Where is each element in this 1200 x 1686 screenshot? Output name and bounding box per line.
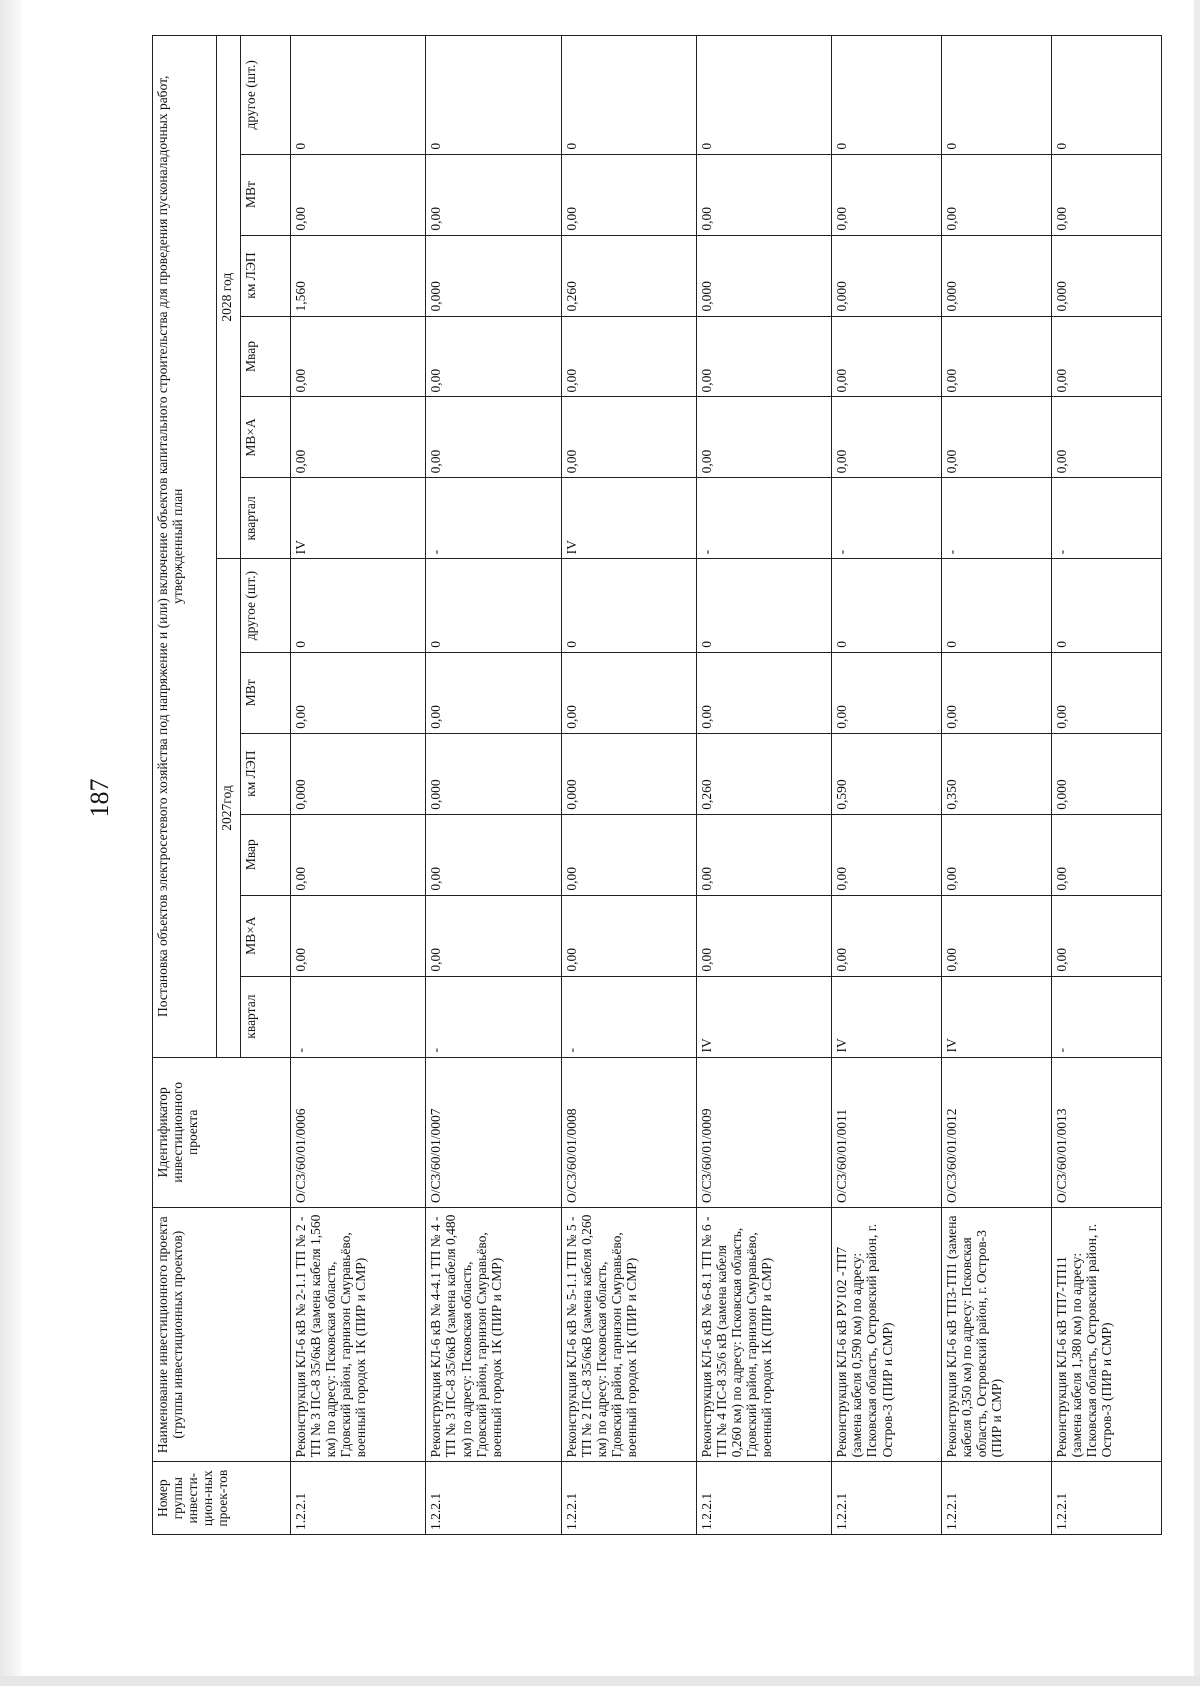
row-2027-mvar: 0,00	[291, 814, 426, 895]
header-sub-mw-2027: МВт	[241, 652, 291, 733]
table-row	[291, 36, 426, 1535]
header-year-2028: 2028 год	[217, 36, 241, 559]
row-2027-km: 0,000	[426, 733, 561, 814]
row-project-id: О/С3/60/01/0009	[696, 1057, 831, 1208]
row-2028-other: 0	[1052, 36, 1162, 155]
row-project-name: Реконструкция КЛ-6 кВ ТП3-ТП1 (замена кабеля 0,350 км) по адресу: Псковская область, Островский район, г. Остров-3 (ПИР и СМР)	[942, 1208, 1052, 1462]
row-2028-mvar: 0,00	[291, 316, 426, 397]
row-2028-quarter: IV	[561, 478, 696, 559]
row-2028-mvar: 0,00	[1052, 316, 1162, 397]
row-2028-km: 0,000	[1052, 235, 1162, 316]
row-2028-mva: 0,00	[942, 397, 1052, 478]
row-2027-km: 0,350	[942, 733, 1052, 814]
table-row	[942, 36, 1052, 1535]
row-2027-km: 0,590	[832, 733, 942, 814]
table-row	[696, 36, 831, 1535]
header-sub-other-2027: другое (шт.)	[241, 559, 291, 652]
row-2027-mw: 0,00	[832, 652, 942, 733]
row-2027-other: 0	[696, 559, 831, 652]
row-2028-other: 0	[291, 36, 426, 155]
row-2028-quarter: -	[942, 478, 1052, 559]
row-2028-quarter: -	[426, 478, 561, 559]
row-2027-mw: 0,00	[696, 652, 831, 733]
row-2027-km: 0,260	[696, 733, 831, 814]
row-2028-mw: 0,00	[832, 154, 942, 235]
header-main-title: Постановка объектов электросетевого хозяйства под напряжение и (или) включение объектов капитального строительства для проведения пусконаладочных работ, утвержденный план	[153, 36, 217, 1058]
header-project-name: Наименование инвестиционного проекта (группы инвестиционных проектов)	[153, 1208, 291, 1462]
header-sub-mvar-2027: Мвар	[241, 814, 291, 895]
row-2028-other: 0	[696, 36, 831, 155]
row-2027-mva: 0,00	[426, 895, 561, 976]
row-2027-mw: 0,00	[426, 652, 561, 733]
row-2027-other: 0	[426, 559, 561, 652]
row-2027-mvar: 0,00	[426, 814, 561, 895]
row-2027-mva: 0,00	[291, 895, 426, 976]
header-group-number: Номер группы инвести-цион-ных проек-тов	[153, 1462, 291, 1535]
row-2027-mvar: 0,00	[696, 814, 831, 895]
row-2028-mvar: 0,00	[426, 316, 561, 397]
page-number: 187	[85, 778, 114, 818]
row-2028-mw: 0,00	[1052, 154, 1162, 235]
row-2028-mw: 0,00	[942, 154, 1052, 235]
table-row	[1052, 36, 1162, 1535]
row-2028-other: 0	[832, 36, 942, 155]
table-row	[832, 36, 942, 1535]
rotated-table-wrapper	[152, 35, 1162, 1535]
row-project-name: Реконструкция КЛ-6 кВ № 4-4.1 ТП № 4 - ТП № 3 ПС-8 35/6кВ (замена кабеля 0,480 км) по адресу: Псковская область, Гдовский район, гарнизон Смуравьёво, военный городок 1К (ПИР и СМР)	[426, 1208, 561, 1462]
row-group-number: 1.2.2.1	[942, 1462, 1052, 1535]
row-2027-other: 0	[942, 559, 1052, 652]
row-2027-quarter: IV	[832, 976, 942, 1057]
table-row	[561, 36, 696, 1535]
row-2028-quarter: -	[1052, 478, 1162, 559]
row-2028-km: 1,560	[291, 235, 426, 316]
row-2027-mw: 0,00	[942, 652, 1052, 733]
row-project-id: О/С3/60/01/0011	[832, 1057, 942, 1208]
header-sub-mvar-2028: Мвар	[241, 316, 291, 397]
row-2028-km: 0,260	[561, 235, 696, 316]
row-2028-mw: 0,00	[426, 154, 561, 235]
investment-table	[152, 35, 1162, 1535]
row-2028-mw: 0,00	[561, 154, 696, 235]
row-2027-km: 0,000	[561, 733, 696, 814]
row-2027-quarter: IV	[942, 976, 1052, 1057]
row-2028-quarter: -	[832, 478, 942, 559]
row-2027-quarter: -	[1052, 976, 1162, 1057]
header-sub-km-2028: км ЛЭП	[241, 235, 291, 316]
row-2028-mvar: 0,00	[696, 316, 831, 397]
row-2028-mvar: 0,00	[942, 316, 1052, 397]
row-2027-mvar: 0,00	[942, 814, 1052, 895]
row-project-name: Реконструкция КЛ-6 кВ ТП7-ТП11 (замена кабеля 1,380 км) по адресу: Псковская область, Островский район, г. Остров-3 (ПИР и СМР)	[1052, 1208, 1162, 1462]
row-2028-mva: 0,00	[1052, 397, 1162, 478]
row-2028-mva: 0,00	[291, 397, 426, 478]
row-2027-quarter: -	[426, 976, 561, 1057]
row-group-number: 1.2.2.1	[291, 1462, 426, 1535]
row-2028-mvar: 0,00	[832, 316, 942, 397]
row-2028-other: 0	[426, 36, 561, 155]
row-2028-mw: 0,00	[291, 154, 426, 235]
row-2028-km: 0,000	[942, 235, 1052, 316]
header-sub-mva-2027: МВ×А	[241, 895, 291, 976]
row-group-number: 1.2.2.1	[1052, 1462, 1162, 1535]
row-2027-mva: 0,00	[942, 895, 1052, 976]
row-2028-mva: 0,00	[696, 397, 831, 478]
row-2027-mvar: 0,00	[832, 814, 942, 895]
row-project-id: О/С3/60/01/0008	[561, 1057, 696, 1208]
row-group-number: 1.2.2.1	[696, 1462, 831, 1535]
row-2027-mva: 0,00	[832, 895, 942, 976]
row-project-id: О/С3/60/01/0013	[1052, 1057, 1162, 1208]
scan-right-edge	[1194, 0, 1200, 1686]
row-2027-mw: 0,00	[1052, 652, 1162, 733]
scan-left-edge	[0, 0, 22, 1686]
row-group-number: 1.2.2.1	[561, 1462, 696, 1535]
header-sub-mw-2028: МВт	[241, 154, 291, 235]
row-2027-mvar: 0,00	[561, 814, 696, 895]
row-2028-km: 0,000	[696, 235, 831, 316]
row-project-name: Реконструкция КЛ-6 кВ № 2-1.1 ТП № 2 - ТП № 3 ПС-8 35/6кВ (замена кабеля 1,560 км) по адресу: Псковская область, Гдовский район, гарнизон Смуравьёво, военный городок 1К (ПИР и СМР)	[291, 1208, 426, 1462]
row-project-id: О/С3/60/01/0006	[291, 1057, 426, 1208]
row-2027-other: 0	[561, 559, 696, 652]
row-2027-other: 0	[1052, 559, 1162, 652]
row-project-name: Реконструкция КЛ-6 кВ РУ102 -ТП7 (замена кабеля 0,590 км) по адресу: Псковская область, Островский район, г. Остров-3 (ПИР и СМР)	[832, 1208, 942, 1462]
row-2028-km: 0,000	[832, 235, 942, 316]
header-year-2027: 2027год	[217, 559, 241, 1057]
row-2028-other: 0	[561, 36, 696, 155]
row-2028-mw: 0,00	[696, 154, 831, 235]
header-project-id: Идентификатор инвестиционного проекта	[153, 1057, 291, 1208]
row-2027-mw: 0,00	[291, 652, 426, 733]
row-group-number: 1.2.2.1	[426, 1462, 561, 1535]
row-2027-km: 0,000	[291, 733, 426, 814]
row-2027-mva: 0,00	[1052, 895, 1162, 976]
row-2027-other: 0	[291, 559, 426, 652]
row-2028-mva: 0,00	[832, 397, 942, 478]
row-2027-quarter: -	[291, 976, 426, 1057]
row-2027-quarter: IV	[696, 976, 831, 1057]
row-2028-mvar: 0,00	[561, 316, 696, 397]
row-2027-mva: 0,00	[561, 895, 696, 976]
row-project-name: Реконструкция КЛ-6 кВ № 6-8.1 ТП № 6 - ТП № 4 ПС-8 35/6 кВ (замена кабеля 0,260 км) по адресу: Псковская область, Гдовский район, гарнизон Смуравьёво, военный городок 1К (ПИР и СМР)	[696, 1208, 831, 1462]
row-group-number: 1.2.2.1	[832, 1462, 942, 1535]
header-sub-km-2027: км ЛЭП	[241, 733, 291, 814]
row-project-id: О/С3/60/01/0007	[426, 1057, 561, 1208]
table-body	[291, 36, 1162, 1535]
row-2028-km: 0,000	[426, 235, 561, 316]
header-sub-mva-2028: МВ×А	[241, 397, 291, 478]
row-2028-mva: 0,00	[561, 397, 696, 478]
row-2027-other: 0	[832, 559, 942, 652]
row-project-name: Реконструкция КЛ-6 кВ № 5-1.1 ТП № 5 - ТП № 2 ПС-8 35/6кВ (замена кабеля 0,260 км) по адресу: Псковская область, Гдовский район, гарнизон Смуравьёво, военный городок 1К (ПИР и СМР)	[561, 1208, 696, 1462]
row-2027-km: 0,000	[1052, 733, 1162, 814]
row-project-id: О/С3/60/01/0012	[942, 1057, 1052, 1208]
row-2028-quarter: -	[696, 478, 831, 559]
row-2027-quarter: -	[561, 976, 696, 1057]
header-sub-quarter-2027: квартал	[241, 976, 291, 1057]
row-2027-mva: 0,00	[696, 895, 831, 976]
row-2027-mvar: 0,00	[1052, 814, 1162, 895]
header-sub-other-2028: другое (шт.)	[241, 36, 291, 155]
table-row	[426, 36, 561, 1535]
row-2027-mw: 0,00	[561, 652, 696, 733]
row-2028-quarter: IV	[291, 478, 426, 559]
header-sub-quarter-2028: квартал	[241, 478, 291, 559]
row-2028-other: 0	[942, 36, 1052, 155]
row-2028-mva: 0,00	[426, 397, 561, 478]
scan-bottom-edge	[0, 1676, 1200, 1686]
